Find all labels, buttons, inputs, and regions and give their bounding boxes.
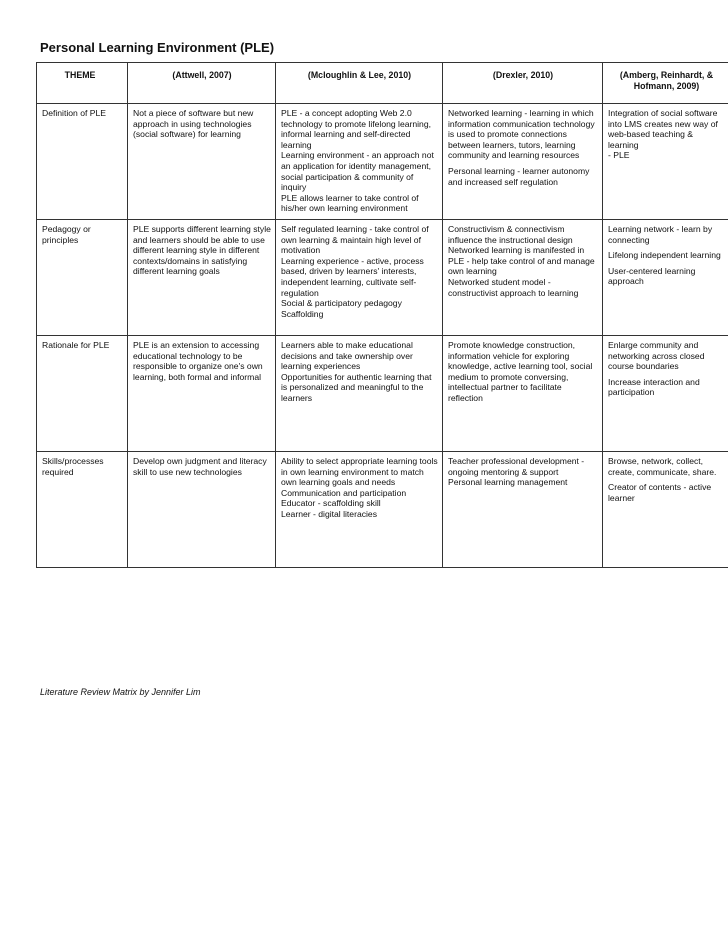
cell-text: Self regulated learning - take control of own learning & maintain high level of motivation Learning experience - active, process based, driven by learners' interests, independent learning, cultivate self-regulation Social & participatory pedagogy Scaffolding bbox=[281, 224, 429, 319]
cell-text: Networked learning - learning in which information communication technology is used to promote connections between learners, tutors, learning community and learning resources bbox=[448, 108, 595, 161]
table-cell bbox=[443, 220, 603, 335]
row-theme-cell: Skills/processes required bbox=[37, 452, 128, 567]
table-cell bbox=[443, 452, 603, 567]
table-row bbox=[37, 452, 728, 568]
column-header-drexler: (Drexler, 2010) bbox=[443, 63, 603, 103]
table-cell bbox=[276, 220, 443, 335]
table-cell bbox=[443, 336, 603, 451]
cell-text: Promote knowledge construction, information vehicle for exploring knowledge, active learning tool, social medium to promote conversing, intellectual partner to facilitate reflection bbox=[448, 340, 593, 403]
table-row bbox=[37, 336, 728, 452]
footer-note: Literature Review Matrix by Jennifer Lim bbox=[40, 687, 201, 697]
cell-text: Constructivism & connectivism influence the instructional design Networked learning is manifested in PLE - help take control of and manage own learning Networked student model - constructivist approach to learning bbox=[448, 224, 595, 298]
cell-text: PLE is an extension to accessing educational technology to be responsible to organize one's own learning, both formal and informal bbox=[133, 340, 263, 382]
cell-text: Enlarge community and networking across closed course boundaries bbox=[608, 340, 705, 372]
table-cell bbox=[603, 220, 728, 335]
cell-text: Ability to select appropriate learning tools in own learning environment to match own learning goals and needs Communication and participation Educator - scaffolding skill Learner - digital literacies bbox=[281, 456, 438, 519]
cell-text: Creator of contents - active learner bbox=[608, 482, 712, 503]
cell-text: PLE supports different learning style and learners should be able to use different learning style in different contexts/domains in satisfying different learning goals bbox=[133, 224, 271, 277]
cell-text: Personal learning - learner autonomy and increased self regulation bbox=[448, 165, 590, 187]
table-header-row bbox=[37, 63, 728, 104]
table-cell bbox=[276, 104, 443, 219]
row-theme-cell: Pedagogy or principles bbox=[37, 220, 128, 335]
cell-text: Teacher professional development -ongoing mentoring & support Personal learning management bbox=[448, 456, 585, 488]
table-cell bbox=[276, 452, 443, 567]
cell-text: Develop own judgment and literacy skill to use new technologies bbox=[133, 456, 267, 477]
cell-text: Integration of social software into LMS creates new way of web-based teaching & learning - PLE bbox=[608, 108, 718, 161]
table-cell bbox=[128, 104, 276, 219]
cell-text: Increase interaction and participation bbox=[608, 376, 700, 398]
table-cell bbox=[603, 336, 728, 451]
column-header-theme: THEME bbox=[37, 63, 128, 103]
cell-text: PLE - a concept adopting Web 2.0 technology to promote lifelong learning, informal learning and self-directed learning Learning environment - an approach not an application for identity management, social participation & community of inquiry PLE allows learner to take control of his/her own learning environment bbox=[281, 108, 434, 214]
column-header-attwell: (Attwell, 2007) bbox=[128, 63, 276, 103]
table-cell bbox=[603, 104, 728, 219]
column-header-amberg: (Amberg, Reinhardt, & Hofmann, 2009) bbox=[619, 70, 714, 91]
cell-text: User-centered learning approach bbox=[608, 265, 696, 287]
table-cell bbox=[603, 452, 728, 567]
table-cell bbox=[128, 452, 276, 567]
cell-text: Browse, network, collect, create, communicate, share. bbox=[608, 456, 717, 477]
table-cell bbox=[128, 220, 276, 335]
page-title: Personal Learning Environment (PLE) bbox=[40, 40, 275, 55]
row-theme-cell: Rationale for PLE bbox=[37, 336, 128, 451]
column-header-mcloughlin: (Mcloughlin & Lee, 2010) bbox=[276, 63, 443, 103]
cell-text: Not a piece of software but new approach in using technologies (social software) for learning bbox=[133, 108, 254, 140]
table-cell bbox=[276, 336, 443, 451]
cell-text: Learning network - learn by connecting bbox=[608, 224, 713, 245]
table-cell bbox=[443, 104, 603, 219]
table-row bbox=[37, 104, 728, 220]
row-theme-cell: Definition of PLE bbox=[37, 104, 128, 219]
cell-text: Lifelong independent learning bbox=[608, 250, 721, 261]
table-cell bbox=[128, 336, 276, 451]
literature-matrix-table bbox=[36, 62, 728, 568]
table-row bbox=[37, 220, 728, 336]
cell-text: Learners able to make educational decisions and take ownership over learning experiences Opportunities for authentic learning that is personalized and meaningful to the learners bbox=[281, 340, 432, 403]
